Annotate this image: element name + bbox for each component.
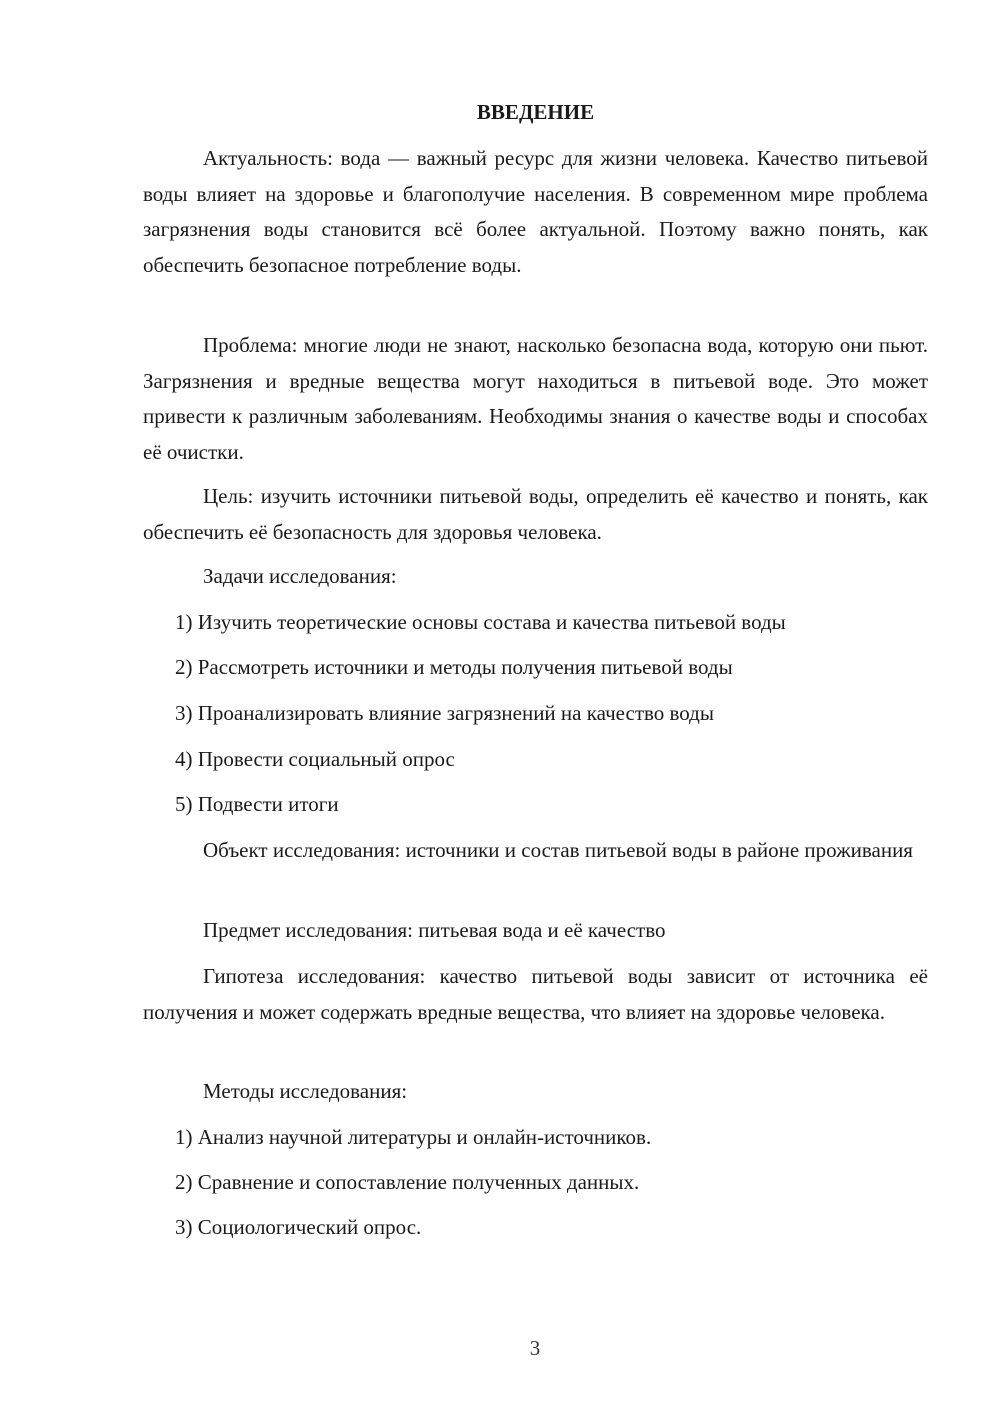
task-item: 3) Проанализировать влияние загрязнений на качество воды [175,701,714,725]
method-item: 1) Анализ научной литературы и онлайн-источников. [175,1125,652,1149]
goal-paragraph: Цель: изучить источники питьевой воды, определить её качество и понять, как обеспечить её безопасность для здоровья человека. [143,484,928,544]
task-item: 5) Подвести итоги [175,792,339,816]
object-paragraph: Объект исследования: источники и состав питьевой воды в районе проживания [203,838,913,862]
relevance-paragraph: Актуальность: вода — важный ресурс для жизни человека. Качество питьевой воды влияет на здоровье и благополучие населения. В современном мире проблема загрязнения воды становится всё более актуальной. Поэтому важно понять, как обеспечить безопасное потребление воды. [143,146,928,277]
methods-heading: Методы исследования: [203,1079,408,1103]
section-title: ВВЕДЕНИЕ [476,100,595,124]
task-item: 4) Провести социальный опрос [175,747,455,771]
method-item: 2) Сравнение и сопоставление полученных данных. [175,1170,640,1194]
subject-paragraph: Предмет исследования: питьевая вода и её качество [203,918,666,942]
problem-paragraph: Проблема: многие люди не знают, насколько безопасна вода, которую они пьют. Загрязнения и вредные вещества могут находиться в питьевой воде. Это может привести к различным заболеваниям. Необходимы знания о качестве воды и способах её очистки. [143,333,928,464]
task-item: 1) Изучить теоретические основы состава и качества питьевой воды [175,610,786,634]
page-number: 3 [529,1336,541,1360]
task-item: 2) Рассмотреть источники и методы получения питьевой воды [175,655,733,679]
method-item: 3) Социологический опрос. [175,1215,422,1239]
hypothesis-paragraph: Гипотеза исследования: качество питьевой воды зависит от источника её получения и может содержать вредные вещества, что влияет на здоровье человека. [143,964,928,1024]
tasks-heading: Задачи исследования: [203,564,397,588]
